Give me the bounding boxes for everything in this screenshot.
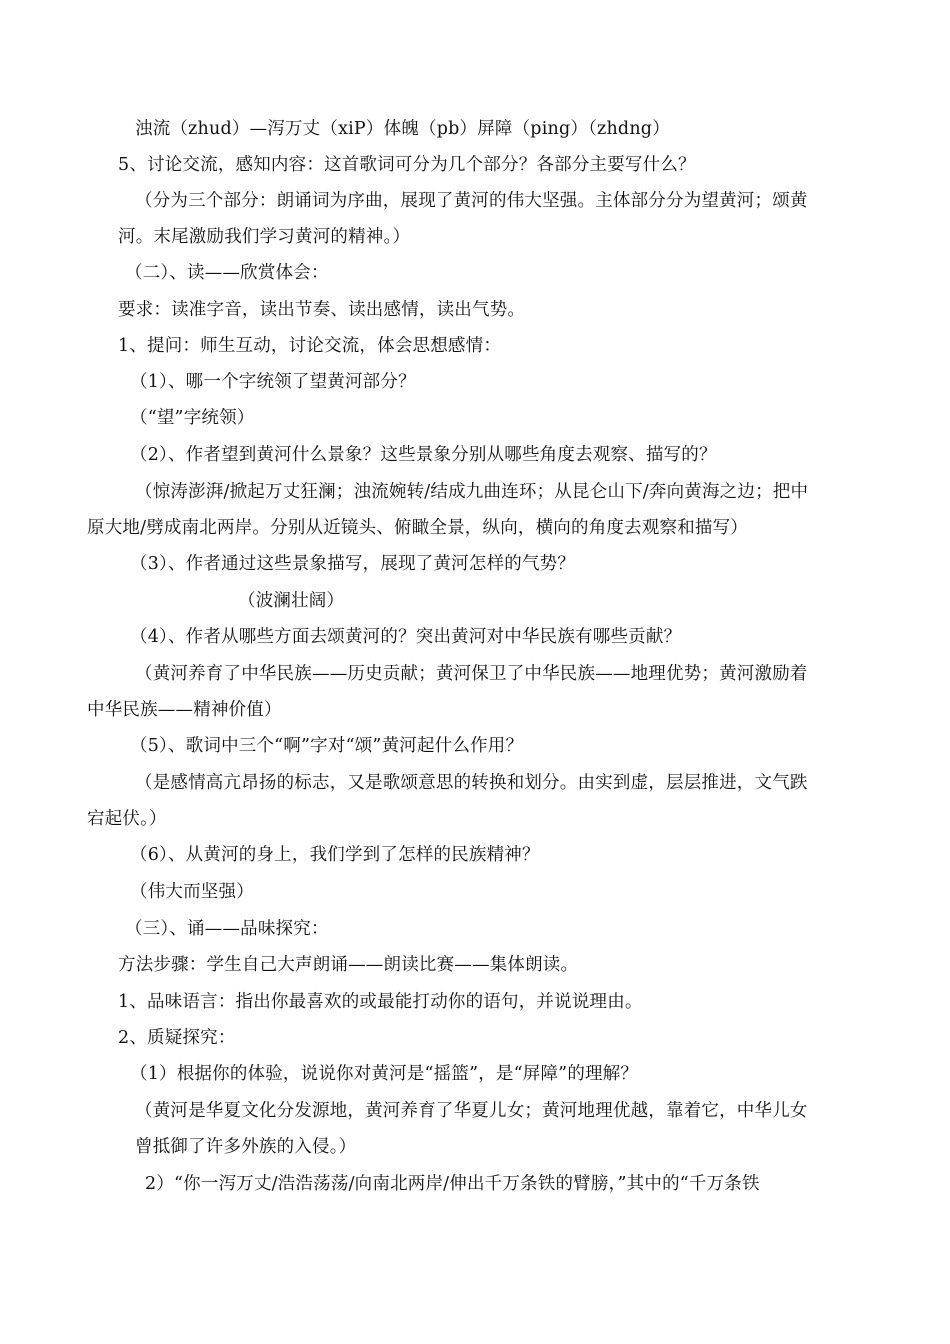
text-line: 2）“你一泻万丈/浩浩荡荡/向南北两岸/伸出千万条铁的臂膀，”其中的“千万条铁 [145,1174,760,1194]
text-line: （6）、从黄河的身上，我们学到了怎样的民族精神？ [130,845,540,865]
text-line: （波澜壮阔） [238,591,345,611]
text-line: 宕起伏。） [87,809,167,829]
text-line: （1）、哪一个字统领了望黄河部分？ [130,372,416,392]
text-line: （4）、作者从哪些方面去颂黄河的？突出黄河对中华民族有哪些贡献？ [130,627,682,647]
text-line: （5）、歌词中三个“啊”字对“颂”黄河起什么作用？ [130,736,524,756]
text-line: 方法步骤：学生自己大声朗诵——朗读比赛——集体朗读。 [118,955,579,975]
text-line: 曾抵御了许多外族的入侵。） [135,1137,357,1157]
text-line: （伟大而坚强） [130,882,254,902]
text-line: 1、提问：师生互动，讨论交流，体会思想感情： [118,336,502,356]
text-line: 河。末尾激励我们学习黄河的精神。） [118,227,411,247]
text-line: （黄河是华夏文化分发源地，黄河养育了华夏儿女；黄河地理优越，靠着它，中华儿女 [135,1101,808,1121]
text-line: （分为三个部分：朗诵词为序曲，展现了黄河的伟大坚强。主体部分分为望黄河；颂黄 [135,191,808,211]
text-line: （三）、诵——品味探究： [125,919,329,939]
text-line: 浊流（zhud）—泻万丈（xiP）体魄（pb）屏障（ping）（zhdng） [135,119,670,139]
text-line: （1）根据你的体验，说说你对黄河是“摇篮”，是“屏障”的理解？ [130,1064,639,1084]
text-line: （二）、读——欣赏体会： [125,263,329,283]
text-line: 中华民族——精神价值） [87,700,282,720]
text-line: （黄河养育了中华民族——历史贡献；黄河保卫了中华民族——地理优势；黄河激励着 [135,664,808,684]
text-line: （惊涛澎湃/掀起万丈狂澜；浊流婉转/结成九曲连环；从昆仑山下/奔向黄海之边；把中 [135,482,809,502]
text-line: 5、讨论交流，感知内容：这首歌词可分为几个部分？各部分主要写什么？ [118,155,696,175]
text-line: 原大地/劈成南北两岸。分别从近镜头、俯瞰全景，纵向，横向的角度去观察和描写） [87,518,748,538]
text-line: （2）、作者望到黄河什么景象？这些景象分别从哪些角度去观察、描写的？ [130,445,717,465]
text-line: 1、品味语言：指出你最喜欢的或最能打动你的语句，并说说理由。 [118,992,643,1012]
text-line: （3）、作者通过这些景象描写，展现了黄河怎样的气势？ [130,554,576,574]
text-line: （是感情高亢昂扬的标志，又是歌颂意思的转换和划分。由实到虚，层层推进，文气跌 [135,773,808,793]
text-line: （“望”字统领） [130,408,255,428]
text-line: 2、质疑探究： [118,1028,236,1048]
text-line: 要求：读准字音，读出节奏、读出感情，读出气势。 [118,300,526,320]
